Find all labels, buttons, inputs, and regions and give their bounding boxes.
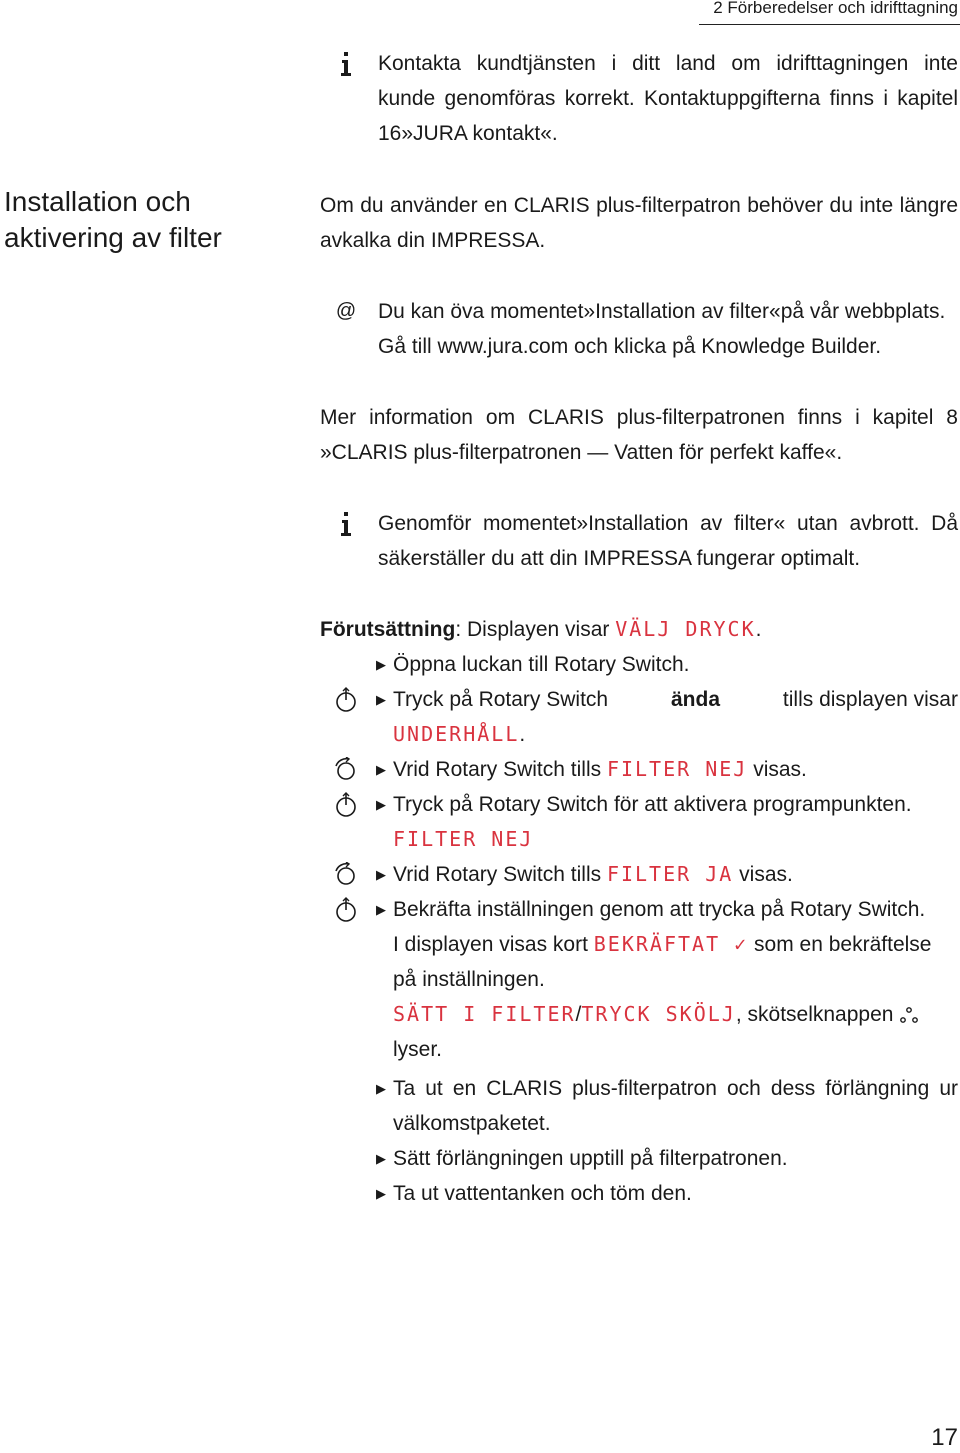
display-text: FILTER NEJ — [606, 757, 748, 781]
bullet-triangle-icon: ▶ — [376, 1151, 386, 1166]
bullet-triangle-icon: ▶ — [376, 1186, 386, 1201]
maintenance-button-icon — [899, 1006, 919, 1024]
chapter-header: 2 Förberedelser och idrifttagning — [713, 0, 958, 20]
info-icon — [332, 46, 360, 81]
bullet-triangle-icon: ▶ — [376, 1081, 386, 1096]
info-icon — [332, 506, 360, 541]
bullet-triangle-icon: ▶ — [376, 902, 386, 917]
step-press-until-maintenance: ▶ Tryck på Rotary Switch ända tills displayen visar UNDERHÅLL. — [376, 682, 958, 752]
step-rotate-filter-no: ▶ Vrid Rotary Switch tills FILTER NEJ visas. — [376, 752, 958, 787]
more-line1: Mer information om CLARIS plus-filterpatronen finns i kapitel 8 — [320, 406, 958, 429]
step-take-out-cartridge: ▶ Ta ut en CLARIS plus-filterpatron och dess förlängning ur välkomstpaketet. — [376, 1071, 958, 1141]
info1-line2: kunde genomföras korrekt. Kontaktuppgifterna finns i kapitel — [378, 87, 958, 110]
info2-line2: säkerställer du att din IMPRESSA fungerar optimalt. — [378, 547, 861, 570]
display-text: FILTER JA — [606, 862, 734, 886]
press-rotary-icon — [332, 787, 360, 822]
intro-line1: Om du använder en CLARIS plus-filterpatron behöver du inte längre — [320, 194, 958, 217]
display-text: TRYCK SKÖLJ — [581, 1002, 736, 1026]
press-rotary-icon — [332, 892, 360, 927]
bullet-triangle-icon: ▶ — [376, 797, 386, 812]
info1-line1: Kontakta kundtjänsten i ditt land om idrifttagningen inte — [378, 52, 958, 75]
web-line2: Gå till www.jura.com och klicka på Knowledge Builder. — [378, 335, 882, 358]
step-rotate-filter-yes: ▶ Vrid Rotary Switch tills FILTER JA visas. — [376, 857, 958, 892]
bullet-triangle-icon: ▶ — [376, 657, 386, 672]
display-text: FILTER NEJ — [393, 827, 534, 851]
rotate-rotary-icon — [332, 752, 360, 787]
step-attach-extension: ▶ Sätt förlängningen upptill på filterpatronen. — [376, 1141, 958, 1176]
step-confirm-setting: ▶ Bekräfta inställningen genom att trycka på Rotary Switch. I displayen visas kort BEKRÄFTAT ✓ som en bekräftelse på inställningen. SÄTT I FILTER / TRYCK SKÖLJ , skötselknappen lyser. — [376, 892, 958, 1067]
display-text: VÄLJ DRYCK — [615, 617, 756, 641]
display-text: BEKRÄFTAT ✓ — [593, 932, 749, 956]
section-title: Installation och aktivering av filter — [4, 186, 222, 253]
intro-line2: avkalka din IMPRESSA. — [320, 229, 546, 252]
display-text: SÄTT I FILTER — [393, 1002, 576, 1026]
step-empty-tank: ▶ Ta ut vattentanken och töm den. — [376, 1176, 958, 1211]
bullet-triangle-icon: ▶ — [376, 762, 386, 777]
press-rotary-icon — [332, 682, 360, 717]
step-open-cover: ▶ Öppna luckan till Rotary Switch. — [376, 647, 958, 682]
step-press-activate: ▶ Tryck på Rotary Switch för att aktivera programpunkten. FILTER NEJ — [376, 787, 958, 857]
at-icon: @ — [335, 300, 357, 322]
prereq-label: Förutsättning — [320, 618, 456, 641]
rotate-rotary-icon — [332, 857, 360, 892]
info2-line1: Genomför momentet»Installation av filter« utan avbrott. Då — [378, 512, 958, 535]
more-line2: »CLARIS plus-filterpatronen — Vatten för perfekt kaffe«. — [320, 441, 843, 464]
web-line1: Du kan öva momentet»Installation av filter«på vår webbplats. — [378, 300, 946, 323]
info1-line3: 16»JURA kontakt«. — [378, 122, 558, 145]
bullet-triangle-icon: ▶ — [376, 867, 386, 882]
display-text: UNDERHÅLL — [393, 722, 520, 746]
page-number: 17 — [931, 1424, 958, 1451]
bullet-triangle-icon: ▶ — [376, 692, 386, 707]
